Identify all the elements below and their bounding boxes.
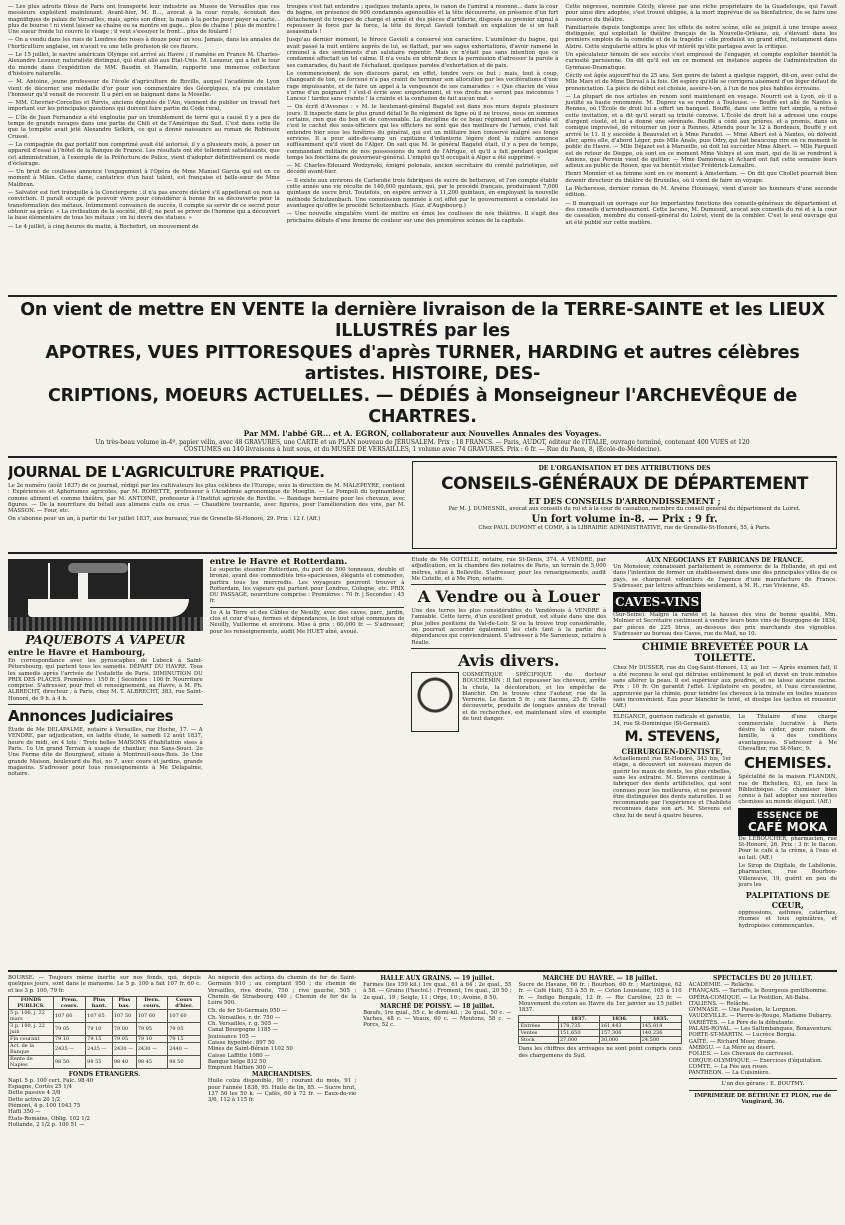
spectacles-title: SPECTACLES DU 20 JUILLET.: [713, 975, 813, 982]
banner-details-2: COSTUMES en 140 livraisons à huit sous, et du MUSÉE DE VERSAILLES, 1 volume avec 74 GRAVURES. Prix : 6 fr. — Rue du Paon, 8, (École-de-Médecine).: [183, 446, 662, 453]
divider: [613, 639, 837, 640]
moka-box: [738, 808, 837, 836]
book-advertisements: [8, 461, 837, 549]
news-col3-paragraph: La Pêcheresse, dernier roman de M. Arsène Houssaye, vient d'avoir les honneurs d'une seconde édition.: [565, 186, 838, 199]
divider: [689, 1090, 837, 1091]
table-cell: 140,236: [640, 1030, 681, 1037]
bourse-column-header: FONDS PUBLICS.: [9, 996, 54, 1009]
classified-section: [8, 557, 837, 967]
list-item: Napl. 5 p. 100 cert. Falc. 98 40: [8, 1077, 94, 1084]
shares-text: Au négocié des actions du chemin de fer de Saint-Germain 910 ; au comptant 950 ; du chemin de Versailles, rive droite, 750 ; rive gauche, 505 ; Chemin de Strasbourg 440 ; Chemin de fer de la Loire 500.: [207, 975, 357, 1007]
table-cell: Act. de la Banque: [9, 1042, 54, 1055]
havre-title: MARCHÉ DU HAVRE. — 18 juillet.: [542, 975, 658, 982]
havre-column: [518, 975, 681, 1225]
table-row: [9, 1055, 201, 1068]
banner-details-1: Un très-beau volume in-4º, papier vélin, avec 48 GRAVURES, une CARTE et un PLAN nouveau de JÉRUSALEM. Prix : 18 FRANCS. — Paris, AUDOT, éditeur de l'ITALIE, ouvrage terminé, contenant 400 VUES et 120: [95, 439, 750, 446]
spectacles-column: [689, 975, 837, 1225]
list-item: Ch. Versailles, r. dr. 750 —: [207, 1014, 281, 1021]
journal-subscribe: On s'abonne pour un an, à partir du 1er juillet 1837, aux bureaux, rue de Grenelle-St-Honoré, 29. Prix : 12 f. (Aff.): [8, 516, 321, 523]
palpitations-title: PALPITATIONS DE CŒUR,: [745, 890, 830, 911]
spectacles-list: [689, 982, 837, 1076]
table-cell: 98 45: [136, 1055, 168, 1068]
list-item: VAUDEVILLE. — Pierre-le-Rouge, Madame Dubarry.: [688, 1013, 832, 1020]
table-cell: 79 10: [53, 1035, 85, 1042]
palpitations-pre: Le Sirop de Digitale, de Labélonie, pharmacien, rue Bourbon-Villeneuve, 19, guérit en peu de jours les: [738, 862, 838, 888]
table-cell: Ventes: [519, 1030, 558, 1037]
table-cell: 5 p. 100, j. 22 mars: [9, 1009, 54, 1022]
list-item: Canal Bourgogne 1185 —: [207, 1027, 278, 1034]
shares-list: [208, 1008, 356, 1071]
table-cell: Rente de Naples: [9, 1055, 54, 1068]
list-item: FOLIES. — Les Chevaux du carrousel.: [688, 1051, 794, 1058]
table-cell: 98 40: [112, 1055, 136, 1068]
news-col3-paragraph: — Il manquait un ouvrage sur les importantes fonctions des conseils-généraux de département et des conseils d'arrondissement. Cette lacune, M. Dumesnil, avocat aux conseils du roi et à la cour de cassation, membre du conseil-général du Loiret, vient de la combler. C'est le seul ouvrage qui ait été publié sur cette matière.: [565, 200, 838, 226]
palpitations-text: oppressions, asthmes, catarrhes, rhumes et toux opiniâtres, et hydropisies commençantes.: [738, 910, 838, 929]
news-col1-paragraph: — Salvator est fort tranquille à la Conciergerie ; il n'a pas encore déclaré s'il appellerait ou non sa conviction. Il paraît occupé de pouvoir vivre pour considérer à bonne fin sa découverte pour la transformation des métaux. Intimement convaincu de succès, il compte sa servir de ce secret pour obtenir sa grâce. « La civilisation de la société, dit-il, ne peut se priver de l'homme qui a découvert la base élémentaire de tous les métaux ; on lui devra des statues. »: [8, 190, 280, 222]
divider: [210, 607, 405, 608]
divider: [8, 704, 203, 705]
annonces-title: Annonces Judiciaires: [8, 707, 174, 726]
cotton-column-header: 1836.: [599, 1016, 640, 1023]
list-item: ACADÉMIE. — Relâche.: [688, 982, 755, 988]
table-cell: 98 50: [168, 1055, 201, 1068]
dentist-title: CHIRURGIEN-DENTISTE,: [621, 747, 723, 757]
conseils-pre: DE L'ORGANISATION ET DES ATTRIBUTIONS DES: [538, 465, 711, 472]
list-item: Haïti 350 —: [8, 1109, 41, 1116]
table-row: [9, 1042, 201, 1055]
table-cell: 161,443: [599, 1023, 640, 1030]
table-cell: 79 05: [112, 1035, 136, 1042]
news-col2-paragraph: — M. Charles-Edouard Wodzynski, émigré polonais, ancien secrétaire du comité patriotique, est décédé avant-hier.: [286, 163, 559, 176]
news-columns: [8, 4, 837, 292]
table-cell: 24,500: [640, 1037, 681, 1044]
divider: [689, 1078, 837, 1079]
list-item: Ch. Versailles, r. g. 505 —: [207, 1021, 279, 1028]
news-col1-paragraph: — MM. Chevrier-Corcelles et Parvis, anciens députés de l'Ain, viennent de publier un travail fort important sur les principales questions qui doivent faire partie du Code rural.: [8, 100, 280, 113]
classified-column-2: [210, 557, 405, 967]
dentist-name: M. STEVENS,: [624, 729, 720, 746]
news-col1-paragraph: — Le 4 juillet, à cinq heures du matin, à Rochefort, un mouvement de: [8, 223, 199, 230]
banner-line-3: CRIPTIONS, MOEURS ACTUELLES. — DÉDIÉS à Monseigneur l'ARCHEVÊQUE de CHARTRES.: [47, 386, 797, 427]
annonces-mid-text: 1o A la Terre et des Câbles de Neuilly, avec des caves, parc, jardin, clos et cour d'eau, fermes et dépendances, le tout situé communes de Neuilly, Vuillerme et environs. Mise à prix : 60,000 fr. — S'adresser, pour les renseignements, audit Me HUET aîné, avoué.: [209, 609, 405, 635]
news-col2-paragraph: — Une nouvelle singulière vient de mettre en émoi les coulisses de nos théâtres. Il s'agit des prochains débuts d'une femme de couleur sur une des premières scènes de la capitale.: [286, 211, 559, 224]
classified-column-4: [613, 557, 837, 967]
news-col1-paragraph: — Les plus adroits filous de Paris ont transporté leur industrie au Musée de Versailles que ces messieurs exploitent maintenant. Avant-hier, M. B..., avocat à la cour royale, écoutait des magnifiques de palais de Versailles, mais, après son dîner, la main à la poche pour payer sa carte... plus de bourse ! ni vient laisser sa chaîne ou sa montre en gage... plus de chaîne ! plus de montre ! Une sueur froide lui couvre le visage ; il veut s'essuyer le front... plus de foulard !: [8, 4, 280, 36]
dentist-text: Actuellement rue St-Honoré, 343 bis, 1er étage, a découvert un nouveau moyen de guérir les maux de dents, les plus rebelles, sans les extraire. M. Stevens continue à fabriquer des dents artificielles, qui sont connues pour les meilleures, et ne peuvent être distinguées des dents naturelles. Il se recommande par l'expérience et l'habileté reconnues dans son art. M. Stevens est chez lui de neuf à quatre heures.: [613, 756, 732, 819]
divider: [8, 456, 837, 458]
table-cell: 107 60: [136, 1009, 168, 1022]
news-col1-paragraph: — Un bruit de coulisses annonce l'engagement à l'Opéra de Mme Manuel Garcia qui est en ce moment à Milan. Cette dame, cantatrice d'un haut talent, est française et belle-sœur de Mme Malibran.: [8, 169, 280, 188]
paquebots-rotterdam-text: Le superbe steamer Rotterdam, du port de 500 tonneaux, double et bronzé, ayant des commodités très-spacieuses, élégants et commodes, partira tous les mercredis. Les voyageurs pourront trouver à Rotterdam, les vapeurs qui partent pour Londres, Cologne, etc. PRIX DU PASSAGE, nourriture comprise : Premières : 70 fr. | Secondes : 45 fr.: [209, 567, 405, 605]
table-cell: 27,000: [558, 1037, 599, 1044]
printer-line: IMPRIMERIE DE BÉTHUNE ET PLON, rue de Vaugirard, 36.: [694, 1092, 832, 1106]
table-row: [9, 1035, 201, 1042]
table-cell: 30,000: [599, 1037, 640, 1044]
table-cell: 79 15: [86, 1035, 113, 1042]
table-cell: 2435 —: [86, 1042, 113, 1055]
news-col3-paragraph: Un spéculateur témoin de ses succès s'est empressé de l'engager, et compte exploiter bientôt la curiosité parisienne. On dit qu'il est en ce moment en instance auprès de l'administration du Gymnase-Dramatique.: [565, 52, 838, 71]
list-item: Espagne, Cortès 25 1/4: [8, 1084, 72, 1091]
bourse-header: BOURSE. — Toujours même inertie sur nos fonds, qui, depuis quelques jours, sont dans le marasme. Le 5 p. 100 a fait 107 fr. 60 c. et les 3 p. 100, 79 fr.: [8, 975, 201, 994]
list-item: Caisse Laffitte 1080 —: [207, 1052, 270, 1059]
list-item: FRANÇAIS. — Tartuffe, le Bourgeois gentilhomme.: [688, 988, 828, 995]
news-col1-paragraph: — La compagnie du gaz portatif non comprimé avait été autorisé, il y a plusieurs mois, à poser un appareil d'essai à l'hôtel de la Banque de France. Les résultats ont été tellement satisfaisants, que cet administration, à l'exemple de la Préfecture de Police, vient d'adopter définitivement ce mode d'éclairage.: [8, 141, 280, 167]
divider: [411, 648, 606, 649]
moka-line-1: ESSENCE DE: [756, 810, 819, 821]
list-item: OPÉRA-COMIQUE. — Le Postillon, Ali-Baba.: [688, 994, 811, 1001]
news-col2-paragraph: troupes s'est fait entendre ; quelques instants après, le canon de l'amiral a résonné... dans la cour du bagne, en présence de 900 condamnés agenouillés et la tête découverte, en présence d'un fort détachement de troupes de chargé et armé et des pièces d'artillerie, disposés au premier signal à repousser la force par la force, la tête du forçat Gavioli tombait en expiation de si un halt assassinats !: [286, 4, 559, 36]
conseils-author: Par M. J. DUMESNIL, avocat aux conseils du roi et à la cour de cassation, membre du conseil général du département du Loiret.: [448, 506, 801, 512]
chemises-title: CHEMISES.: [744, 754, 832, 773]
table-cell: 2430 —: [136, 1042, 168, 1055]
table-cell: Entrées: [519, 1023, 558, 1030]
foreign-funds-list: [8, 1078, 201, 1128]
divider: [8, 295, 837, 297]
cotton-column-header: 1837.: [558, 1016, 599, 1023]
moka-line-2: CAFÉ MOKA: [748, 819, 828, 834]
news-column-3: [565, 4, 837, 292]
news-col2-paragraph: — On écrit d'Avesnes : « M. le lieutenant-général Bagatel est dans nos murs depuis plusieurs jours. Il inspecte dans le plus grand détail le 8e régiment de ligne où il ne trouve, nous en sommes certains, rien que du bon et de convenable. La discipline de ce beau régiment est admirable et c'est le cachet des sous-officiers qui les officiers ne sont que des meilleurs de l'armée, c'est fait entendre hier sous les fenêtres du général, qui est un militaire bien conservé malgré ses longs services. Il a pour aide-de-camp un capitaine d'infanterie légère dont la colère annonce suffisamment qu'il vient de l'Alger. On sait que M. le général Bagatel était, il y a peu de temps, commandant militaire de nos possessions du nord de l'Afrique, et qu'il a fait pendant quelque temps les fonctions de gouverneur-général. L'emploi qu'il occupait à Alger a été supprimé. »: [286, 104, 559, 161]
terre-sainte-advertisement: [8, 300, 837, 453]
portrait-illustration: [411, 672, 459, 732]
cotton-column-header: 1835.: [640, 1016, 681, 1023]
table-cell: 107 60: [53, 1009, 85, 1022]
news-col3-paragraph: Henri Monnier et sa femme sont en ce moment à Amsterdam. — On dit que Chollet pourrait bien devenir directeur du théâtre de Bruxelles, où il vient de faire un voyage.: [565, 171, 838, 184]
news-col2-paragraph: — Il existe aux environs de Carlsruhe trois fabriques de sucre de betterave, et l'on compte établir cette année une vie récolte de 140,000 quintaux, qui, par le procédé français, produiraient 7,000 quintaux de sucre brut. Toutefois, on espère arriver à 11,200 quintaux, en employant la nouvelle méthode Schutzenbach. Une commission nommée à cet effet par le gouvernement a constaté les avantages qu'offre le procédé Schutzenbach. (Gaz. d'Augsbourg.): [286, 177, 559, 209]
negociants-title: AUX NÉGOCIANS ET FABRICANS DE FRANCE.: [646, 557, 804, 564]
halles-title: HALLE AUX GRAINS. — 19 juillet.: [380, 975, 495, 982]
avendre-text: Une des terres les plus considérables du Vendômois à VENDRE à l'amiable. Cette terre, d'un excellent produit, est située dans une des plus jolies positions du Val-de-Loir. Si ou la trouve trop considérable, on pourrait accorder également les clefs tant à la partie des dépendances qui conviendraient. S'adresser à Me Saronieux, notaire à Réalle.: [411, 608, 607, 646]
cattle-text: Bœufs, 1re qual., 55 c. le demi-kil. ; 2e qual., 50 c. — Vaches, 48 c. — Veaux, 60 c. — Moutons, 58 c. — Porcs, 52 c.: [363, 1009, 512, 1029]
news-col3-paragraph: Cette négresse, nommée Cécily, élevée par une riche propriétaire de la Guadeloupe, qui l'avait pour ainsi dire adoptée, s'est trouvé obligée, à la mort imprévue de sa bienfaitrice, de se faire une ressource du théâtre.: [565, 4, 838, 23]
table-cell: 2440 —: [168, 1042, 201, 1055]
merchandise-text: Huile colza disponible, 90 ; courant du mois, 91 ; pour l'année 1838, 95. Huile de lin, 85. — Sucre brut, 137 50 les 50 k. — Cafés, 60 à 72 fr. — Eaux-de-vie 3/6, 112 à 115 fr.: [207, 1078, 357, 1104]
conseils-title: CONSEILS-GÉNÉRAUX DE DÉPARTEMENT: [441, 474, 808, 494]
table-row: [9, 1009, 201, 1022]
bourse-column-header: Plus bas.: [112, 996, 136, 1009]
paquebots-hamburg-heading: entre le Havre et Hambourg,: [8, 648, 146, 658]
table-row: [519, 1023, 681, 1030]
avis-text: COSMÉTIQUE SPÉCIFIQUE du docteur BOUCHEMIN : Il fait repousser les cheveux, arrête la chute, la décoloration, et les empêche de blanchir. On le trouve chez l'auteur, rue de la Verrerie. Le flacon 5 fr. ; six flacons, 25 fr. Cette découverte, produite de longues années de travail et de recherches, est maintenant sûre et exempte de tout danger.: [462, 671, 607, 723]
paquebots-hamburg-text: En correspondance avec les pyroscaphes de Lubeck à Saint-Pétersbourg, qui partent tous les samedis. DÉPART DU HAVRE. Tous les samedis après l'arrivée de l'estafette de Paris. DIMINUTION DU PRIX DES PLACES. Premières : 150 fr. | Secondes : 100 fr. Nourriture comprise. S'adresser, pour fret et renseignement, au Havre, à M. Ph. ALBRECHT, directeur ; à Paris, chez M. T. ALBRECHT, 383, rue Saint-Honoré, de 9 h. à 4 h.: [8, 658, 203, 702]
table-cell: 3 p. 100, j. 22 juin: [9, 1022, 54, 1035]
shares-column: [208, 975, 356, 1225]
divider: [8, 552, 837, 554]
banner-authors: Par MM. l'abbé GR... et A. EGRON, collaborateur aux Nouvelles Annales des Voyages.: [243, 429, 602, 438]
caves-text: (Sur-Seine). Malgré la rareté et la hausse des vins de bonne qualité, Mm. Molnier et Secrétaire continuent à vendre leurs bons vins de Bourgogne de 1834, par pièces de 225 litres, au-dessous des prix marchands des vignobles. S'adresser au bureau des Caves, rue du Mail, no 10.: [613, 612, 838, 638]
table-cell: 79 05: [136, 1022, 168, 1035]
avendre-title: A Vendre ou à Louer: [417, 587, 600, 607]
list-item: Jouissance 105 —: [207, 1033, 256, 1040]
negociants-text: Un Monsieur, connaissant parfaitement le commerce de la Hollande, et qui est dans l'intention de former un établissement dans une des principales villes de ce pays, se chargerait volontiers de l'agence d'une manufacture de France. S'adresser, par lettres affranchies seulement, à M. H., rue Vivienne, 45.: [613, 564, 838, 589]
news-col2-paragraph: Le commencement de son discours parut, en effet, tendre vers ce but ; mais, tout à coup, changeant de ton, ce forcené n'a pas craint de terminer son allocution par les vociférations d'une rage impuissante, et de faire un appel à la vengeance de ses camarades : « Que chacun de vous s'arme d'un poignard ! s'est-il écrié avec emportement, et vos droits me seront pas méconnus ! Lancez ! tardez sans crainte ! la crainte et la confusion de fait aucun mal. »: [286, 70, 559, 103]
news-col1-paragraph: — M. Antoine, jeune professeur de l'école d'agriculture de Roville, auquel l'académie de Lyon vient de décerner une médaille d'or pour son commentaire des Géorgiques, n'a pu constater l'honneur qu'il venait de recevoir. Il a péri en se baignant dans la Moselle.: [8, 79, 280, 98]
halles-column: [363, 975, 511, 1225]
divider: [411, 584, 606, 585]
news-col3-paragraph: — La plupart de nos artistes en renom sont maintenant en voyage. Nourrit est à Lyon, où il a justifié sa haute renommée. M. Duprez va se rendre à Toulouse. — Bouffé est allé de Nantes à Rennes, où l'École de droit lui a offert un banquet. Bouffé, dans une lettre fort simple, a refusé cette invitation, et a dit qu'il serait sa trinité convive. L'École de droit lui a adressé une coupe d'argent ciselé, et lui a donné une sérénade. Bouffé a cédé aux prières, et a promis, dans un comique improvisé, de retourner un jour à Rennes. Attendu pour le 12 à Bordeaux, Bouffé y est arrivé le 11. Il y succède à Beauvalet et à Mme Paradol. — Mme Albert est à Nantes, où doivent aller, après elle, d'abord Léger, puis Mlle Anaïs, puis Odry, qui fait beaucoup rire en ce moment le public du Havre. — Mlle Déjazet est à Marseille, où doit lui succéder Mme Albert. — Mlle Fargueil est de retour de Dieppe, où sont en ce moment Mme Volnys et son mari, qui de là se rendront à Amiens, que Perrein vient de quitter. — Mme Damoreau et Achard ont fait cette semaine leurs adieux au public de Rouen, que va bientôt visiter Frédérick-Lemaître.: [565, 93, 838, 170]
classified-column-1: [8, 557, 203, 967]
annonces-text: Étude de Me DELAPALME, notaire à Versailles, rue Hoche, 17. — A VENDRE, par adjudication, en ladite étude, le samedi 12 août 1837, heure de midi, en 4 lots : Trois belles MAISONS d'habitation sises à Paris. 1o Un grand Terrain à usage de chantier, rue Sans-Souci. 2o Une Ferme dite de Bourgneuf, située à Montreuil-sous-Bois. 3o Une grande Maison, boulevard du Roi, no 7, avec cours et jardins, grands magasins. S'adresser pour tous renseignements à Me Delapalme, notaire.: [8, 727, 203, 778]
gerant-line: L'un des gérans : E. BOUTMY.: [721, 1081, 805, 1088]
list-item: Ch. de fer St-Germain 950 —: [207, 1008, 288, 1015]
table-row: [519, 1030, 681, 1037]
news-col1-paragraph: — Le 15 juillet, le navire américain Olympe est arrivé au Havre ; il ramène en France M. Charles-Alexandre Lesueur, naturaliste distingué, qui était allé aux Etat-Unis. M. Lesueur, qui a fait le tour du monde dans l'expédition de MM. Baudin et Hamelin, rapporte une immense collection d'histoire naturelle.: [8, 52, 280, 77]
news-col2-paragraph: Jusqu'au dernier moment, le féroce Gavioli a conservé son caractère. L'aumônier du bagne, qui avait passé la nuit entière auprès de lui, se flattait, par ses sages exhortations, d'avoir ramené le criminel à des sentiments d'un salutaire repentir. Mais ce n'était pas sans intention que ce condamné affectait un tel calme. Il n'a voulu en obtenir deux la permission d'adresser la parole à ses camarades, du haut de l'échafaud, quelques paroles d'exhortation et de paix.: [286, 37, 559, 69]
journal-ad: [8, 461, 405, 549]
list-item: PALAIS-ROYAL. — Les Saltimbanques, Bonaventure.: [688, 1026, 833, 1033]
list-item: États-Romains, Oblig. 102 1/2: [8, 1115, 90, 1122]
list-item: VARIÉTÉS. — Le Père de la débutante.: [688, 1019, 795, 1026]
list-item: Caisse hypothéc. 897 50: [207, 1039, 275, 1046]
bourse-column: [8, 975, 201, 1225]
dentist-ad: [613, 714, 731, 931]
table-cell: 157,306: [599, 1030, 640, 1037]
bourse-column-header: Plus haut.: [86, 996, 113, 1009]
list-item: Banque belge 812 50: [207, 1058, 266, 1065]
journal-text: Le 2e numéro (août 1837) de ce journal, rédigé par les cultivateurs les plus célèbres de l'Europe, sous la direction de M. MALEPEYRE, contient : Expériences et Aphorismes agricoles, par M. ROHETTE, professeur à l'Académie agronomique de Moeglin. — Le Pompoli du topinambour comme aliment et comme théâtre, par M. ANTOINE, professeur à l'Institut agricole de Roville. — Bandage herniaire pour les chevaux, avec figures. — De la nourriture du bétail aux alimens cuits ou crus. — Chaudière tournante, avec figures, pour l'amélioration des vins, par M. MASSON. — Four, etc.: [8, 483, 406, 515]
list-item: Piémont, 4 p. 100 1043 75: [8, 1103, 81, 1110]
list-item: PANTHÉON. — La Cuisinière.: [688, 1070, 771, 1077]
journal-title: JOURNAL DE L'AGRICULTURE PRATIQUE.: [8, 463, 325, 481]
banner-line-2: APOTRES, VUES PITTORESQUES d'après TURNER, HARDING et autres célèbres artistes. HISTOIRE, DES-: [45, 343, 800, 384]
list-item: COMTE. — La Fée aux roses.: [688, 1063, 769, 1070]
table-cell: 79 05: [168, 1022, 201, 1035]
table-row: [519, 1037, 681, 1044]
table-cell: 79 00: [112, 1022, 136, 1035]
news-col3-paragraph: Cécily est âgée aujourd'hui de 25 ans. Son genre de talent a quelque rapport, dit-on, avec celui de Mlle Mars et de Mme Dorval à la fois. On espère qu'elle se corrigera aisément d'un léger défaut de prononciation. La pièce de début est choisie, assure-t-on, à l'un de nos plus habiles écrivains.: [565, 72, 838, 92]
classified-column-3: [411, 557, 606, 967]
list-item: Dette passive 4 3/8: [8, 1090, 61, 1097]
chemises-text: Spécialité de la maison FLANDIN, rue de Richelieu, 63, en face la Bibliothèque. Ce chemisier bien connu à fait adopter ses nouvelles chemises au monde élégant. (Aff.): [738, 774, 838, 806]
table-cell: 2430 —: [112, 1042, 136, 1055]
conseils-publisher: Chez PAUL DUPONT et COMP., à la LIBRAIRIE ADMINISTRATIVE, rue de Grenelle-St-Honoré, 55, à Paris.: [478, 525, 771, 532]
table-cell: 107 60: [168, 1009, 201, 1022]
news-column-2: [287, 4, 559, 292]
conseils-price: Un fort volume in-8. — Prix : 9 fr.: [531, 514, 718, 526]
list-item: PORTE-ST-MARTIN. — Lucrèce Borgia.: [688, 1032, 797, 1039]
table-cell: 178,735: [558, 1023, 599, 1030]
toilette-text: Chez Mr DUSSER, rue du Coq-Saint-Honoré, 13, au 1er. — Après examen fait, il a été reconnu le seul qui détruise entièrement le poil et duvet en trois minutes sans altérer la peau. Il est supérieur aux poudres, et ne laisse aucune racine. Prix : 10 fr. On garantit l'effet. L'épilatoire en poudre, et l'eau circassienne, approuvée par la chimie, pour teindre les cheveux à la minute en toutes nuances sans inconvénient. Eau pour blanchir le teint, et dissipe les taches et rousseur. (Aff.): [613, 665, 838, 710]
table-row: [9, 1022, 201, 1035]
table-cell: Stock: [519, 1037, 558, 1044]
cattle-title: MARCHÉ DE POISSY. — 18 juillet.: [380, 1002, 495, 1010]
bourse-column-header: Dern. cours.: [136, 996, 168, 1009]
divider: [8, 970, 837, 972]
havre-text: Sucre de Havane, 66 fr. ; Bourbon, 60 fr. ; Martinique, 62 fr. — Café Haïti, 53 à 55 fr. — Coton Louisiane, 105 à 110 fr. — Indigo Bengale, 12 fr. — Riz Caroline, 23 fr. — Mouvement du coton au Havre du 1er janvier au 15 juillet 1837.: [518, 982, 682, 1014]
dentist-line: ÉLEGANCE, guérison radicale et garantie, 34, rue St-Dominique (St-Germain).: [613, 714, 732, 727]
havre-note: Dans les chiffres des arrivages ne sont point compris ceux des chargemens du Sud.: [518, 1046, 682, 1059]
table-cell: 79 10: [136, 1035, 168, 1042]
news-col1-paragraph: — On a vendu dans les rues de Londres des roses à douze pour un sou. Jamais, dans les annales de l'horticulture anglaise, on n'avait vu une telle profusion de ces fleurs.: [8, 37, 280, 50]
conseils-subtitle: ET DES CONSEILS D'ARRONDISSEMENT ;: [528, 496, 721, 506]
cession-text: Le Titulaire d'une charge commerciale lucrative à Paris désire la céder, pour raison de famille, à des conditions avantageuses. S'adresser à Me Chevallier, rue St-Marc, 9.: [738, 714, 838, 752]
avis-title: Avis divers.: [458, 650, 560, 670]
moka-text: De LEBOUCHER, pharmacien, rue St-Honoré, 26. Prix : 3 fr. le flacon. Pour le café à la crème, à l'eau et au lait. (Aff.): [738, 835, 838, 861]
shirts-ad: [738, 714, 837, 931]
bourse-column-header: Prem. cours.: [53, 996, 85, 1009]
table-cell: 151,650: [558, 1030, 599, 1037]
list-item: GAÎTÉ. — Richard Moor, drame.: [688, 1038, 777, 1045]
news-column-1: [8, 4, 280, 292]
table-cell: 79 05: [53, 1022, 85, 1035]
table-cell: 79 10: [86, 1022, 113, 1035]
caves-title: CAVES-VINS: [613, 592, 701, 612]
news-col3-paragraph: Familiarisée depuis longtemps avec les effets de notre scène, elle se joignit à une troupe assez distinguée, qui exploitait le théâtre français de la Nouvelle-Orléans, où, s'élevant dans les premiers emplois de la comédie et de la tragédie : elle produisit un grand effet, notamment dans Alzire. Cette singularité attira le plus vif intérêt qu'elle partagea avec la critique.: [565, 24, 838, 50]
bourse-table: [8, 996, 201, 1069]
list-item: CIRQUE-OLYMPIQUE. — Exercices d'équitation.: [688, 1057, 823, 1064]
toilette-title: CHIMIE BREVETÉE POUR LA TOILETTE.: [641, 642, 809, 665]
table-cell: 79 15: [168, 1035, 201, 1042]
annonces-right-text: Étude de Me COTELLE, notaire, rue St-Denis, 374. A VENDRE, par adjudication, en la chambre des notaires de Paris, un terrain de 5,000 mètres, situé à Belleville. S'adresser, pour les renseignements, audit Me Cotelle, et à Me Pion, notaire.: [411, 557, 607, 582]
table-cell: 2435 —: [53, 1042, 85, 1055]
conseils-ad: [412, 461, 837, 549]
banner-line-1: On vient de mettre EN VENTE la dernière livraison de la TERRE-SAINTE et les LIEUX ILLUSTRÉS par les: [20, 300, 825, 341]
steamship-illustration: [8, 559, 203, 631]
market-section: [8, 975, 837, 1225]
list-item: Emprunt Haïtien 300 —: [207, 1065, 274, 1072]
paquebots-rotterdam-heading: entre le Havre et Rotterdam.: [209, 557, 348, 567]
table-cell: 145,818: [640, 1023, 681, 1030]
list-item: ITALIENS. — Relâche.: [688, 1000, 750, 1007]
list-item: Dette active 20 1/2: [8, 1096, 61, 1103]
table-cell: 107 65: [86, 1009, 113, 1022]
list-item: GYMNASE. — Une Passion, le Lorgnon.: [688, 1007, 798, 1014]
halles-text: Farines (les 159 kil.) 1re qual., 61 à 64 ; 2e qual., 55 à 58. — Grains (l'hectol.) : Froment, 1re qual., 20 50 ; 2e qual., 19 ; Seigle, 11 ; Orge, 10 ; Avoine, 8 50.: [363, 982, 512, 1001]
list-item: Mines de Saint-Bérain 1102 50: [207, 1046, 293, 1053]
news-col1-paragraph: — L'île de Juan Fernandez a été engloutie par un tremblement de terre qui a causé il y a peu de temps de grands ravages dans une partie du Chili et de l'Amérique du Sud. C'est dans cette île que la tempête avait jeté Alexandre Selkirk, ce qui a donné naissance au roman de Robinson Crusoé.: [8, 114, 280, 140]
list-item: Hollande, 2 1/2 p. 100 51 —: [8, 1121, 85, 1128]
bourse-column-header: Cours d'hier.: [168, 996, 201, 1009]
divider: [613, 711, 837, 712]
table-cell: Fin courant: [9, 1035, 54, 1042]
cotton-table: [518, 1015, 681, 1044]
table-cell: 98 50: [53, 1055, 85, 1068]
table-cell: 98 55: [86, 1055, 113, 1068]
paquebots-title: PAQUEBOTS A VAPEUR: [25, 633, 186, 647]
table-cell: 107 50: [112, 1009, 136, 1022]
merchandise-title: MARCHANDISES.: [251, 1071, 312, 1079]
list-item: AMBIGU. — La Mère au désert.: [688, 1044, 776, 1051]
dentist-and-shirts: [613, 714, 837, 931]
foreign-funds-title: FONDS ÉTRANGERS.: [68, 1070, 141, 1078]
